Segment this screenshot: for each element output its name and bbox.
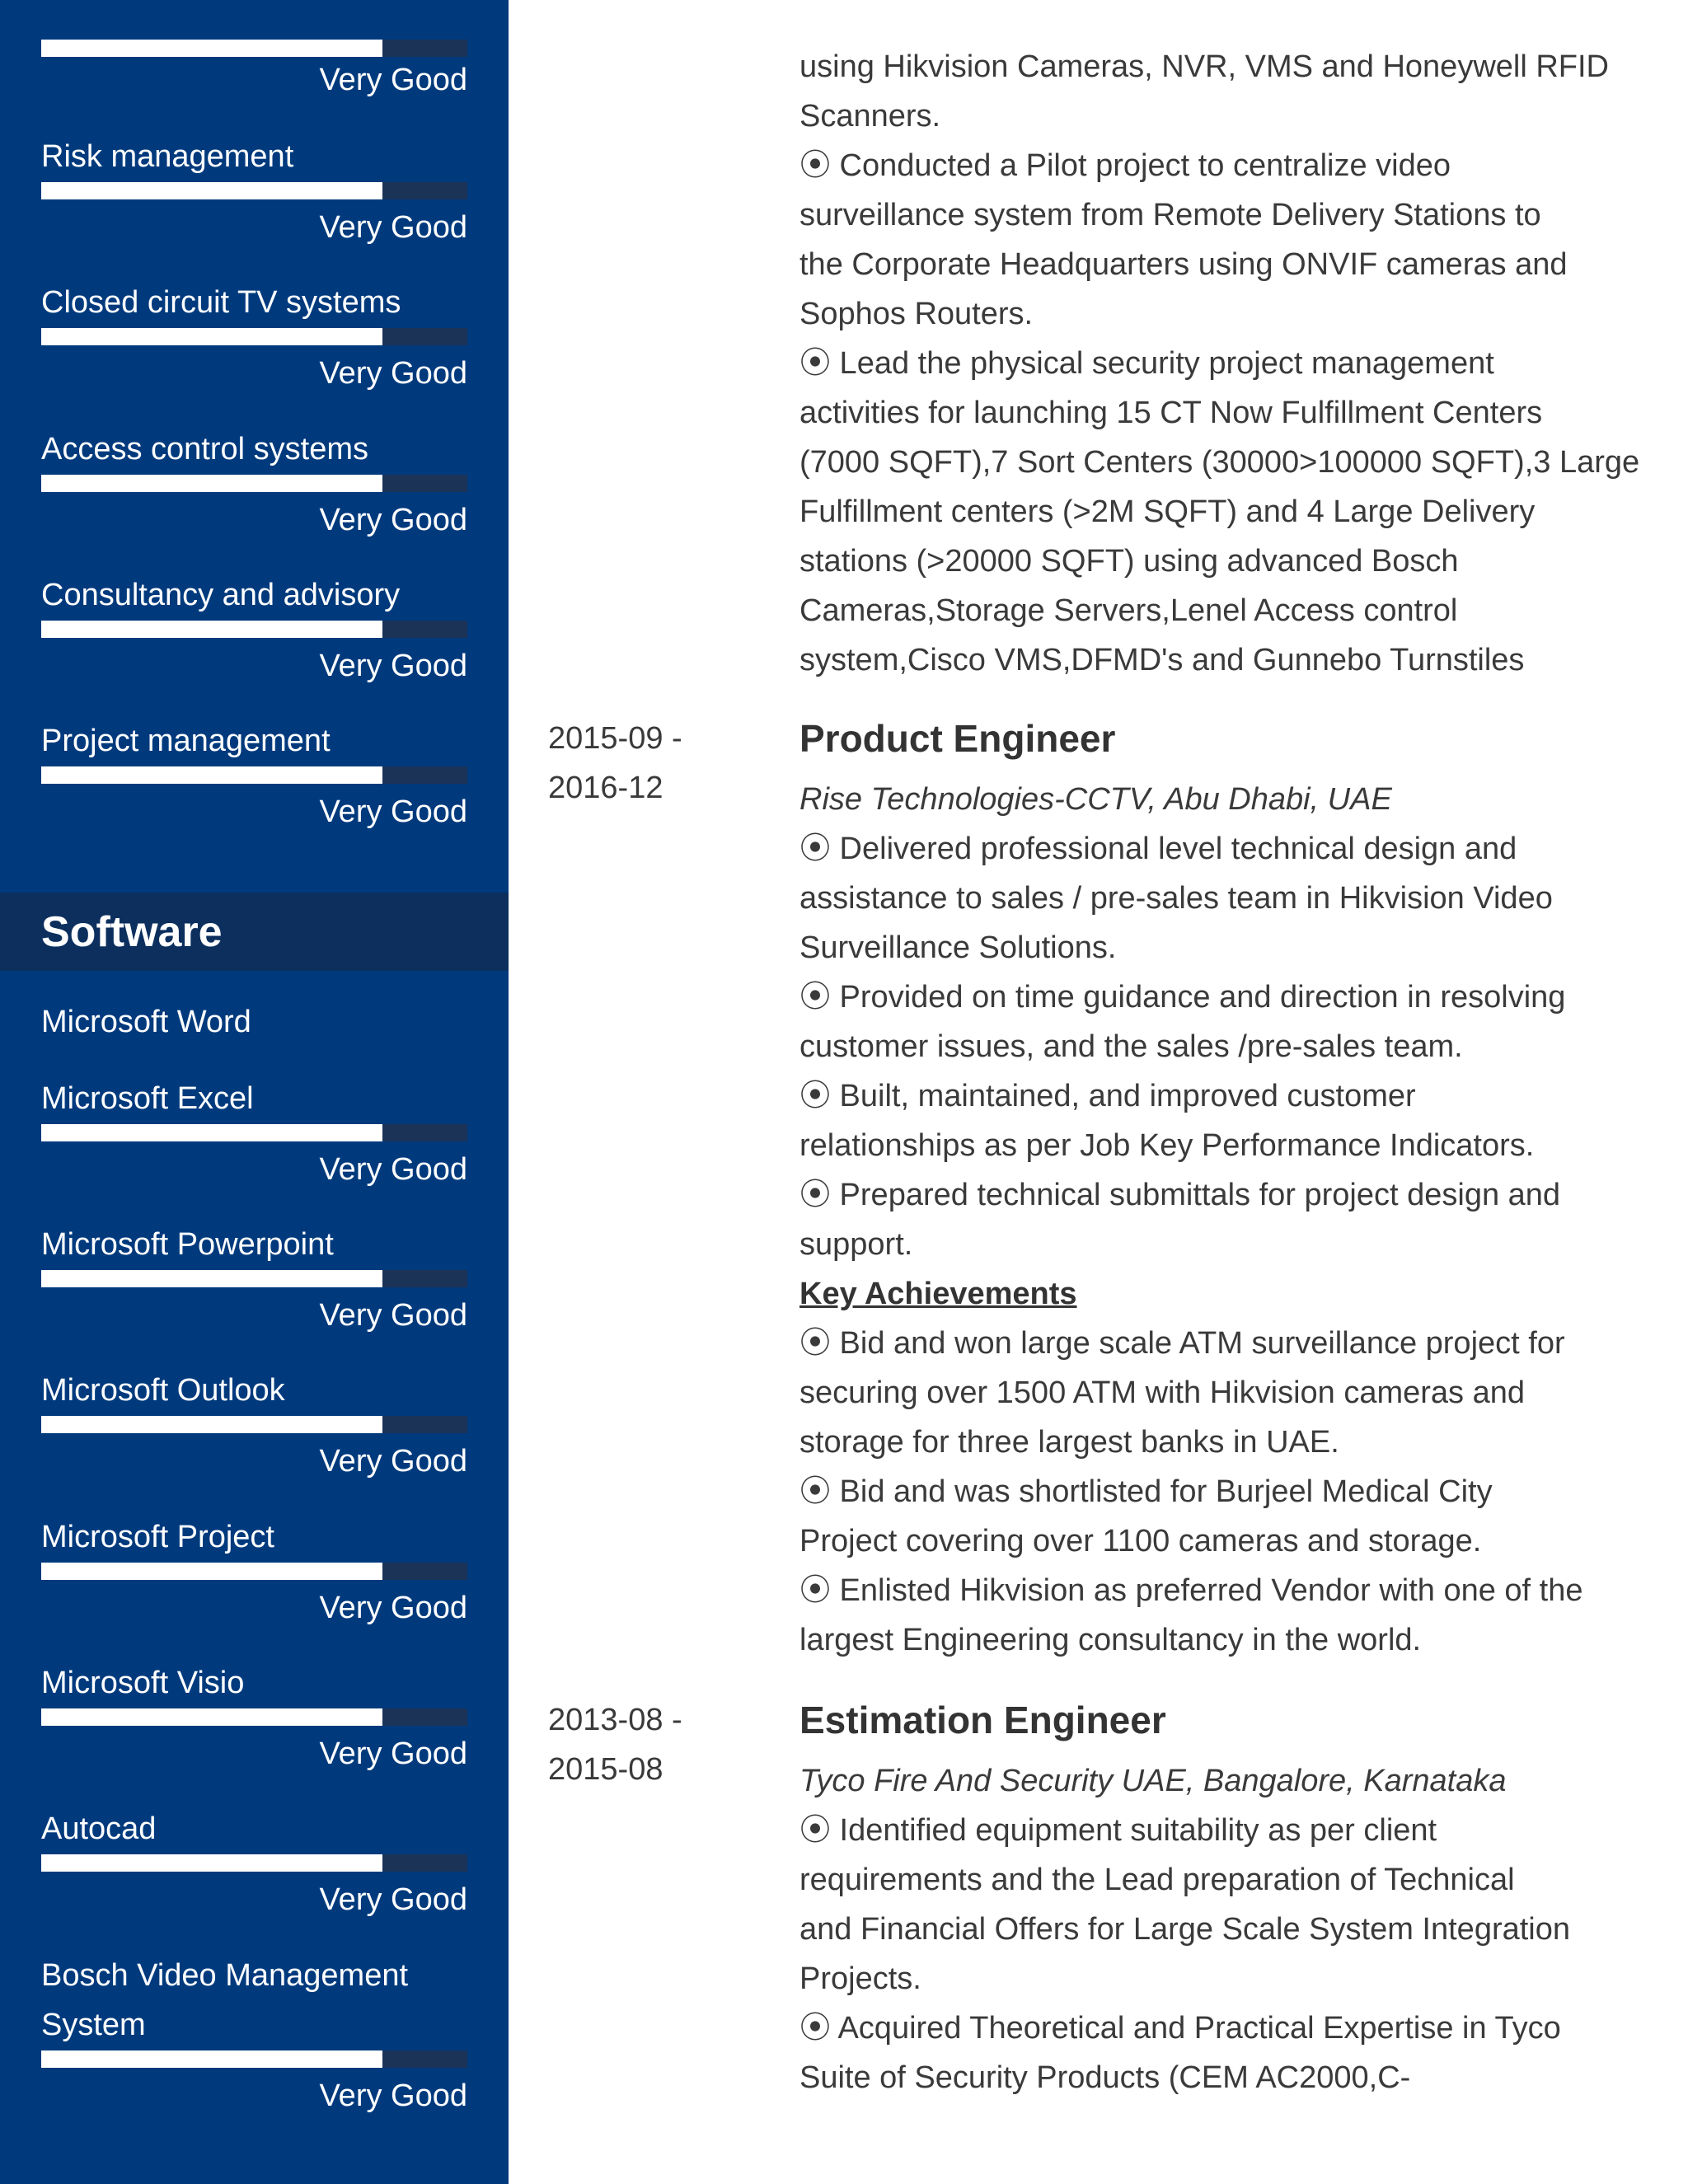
- skill-item: [41, 1955, 467, 2120]
- skill-bar: [41, 1124, 467, 1141]
- job-description-line: relationships as per Job Key Performance Indicators.: [799, 1128, 1535, 1163]
- skill-name: Microsoft Powerpoint: [41, 1227, 334, 1262]
- job-description-line: ⦿ Delivered professional level technical design and: [799, 832, 1517, 866]
- skill-bar: [41, 40, 467, 57]
- skill-item: [41, 282, 467, 397]
- skill-bar: [41, 2050, 467, 2068]
- job-company: Tyco Fire And Security UAE, Bangalore, Karnataka: [799, 1764, 1507, 1798]
- skill-name: Microsoft Excel: [41, 1081, 254, 1116]
- job-description-line: system,Cisco VMS,DFMD's and Gunnebo Turnstiles: [799, 643, 1525, 677]
- skill-item: [41, 1001, 467, 1043]
- skill-name: Access control systems: [41, 432, 368, 466]
- skill-bar-fill: [41, 1854, 382, 1872]
- skill-item: [41, 1808, 467, 1924]
- skill-bar-fill: [41, 1416, 382, 1433]
- job-description-line: stations (>20000 SQFT) using advanced Bosch: [799, 544, 1459, 579]
- skill-item: [41, 1370, 467, 1485]
- skill-bar: [41, 475, 467, 492]
- job-description-line: the Corporate Headquarters using ONVIF cameras and: [799, 247, 1568, 282]
- skill-bar: [41, 182, 467, 199]
- job-description-line: surveillance system from Remote Delivery Stations to: [799, 198, 1541, 232]
- job-description-line: Suite of Security Products (CEM AC2000,C-: [799, 2060, 1411, 2095]
- job-date-end: 2015-08: [548, 1752, 663, 1787]
- skill-item: [41, 429, 467, 544]
- skill-bar-fill: [41, 2050, 382, 2068]
- job-description-line: customer issues, and the sales /pre-sales team.: [799, 1029, 1463, 1064]
- sidebar: [0, 0, 509, 2184]
- skill-level: Very Good: [319, 503, 467, 537]
- skill-level: Very Good: [319, 1591, 467, 1625]
- skill-bar: [41, 621, 467, 638]
- achievement-line: storage for three largest banks in UAE.: [799, 1425, 1339, 1460]
- skill-item: [41, 574, 467, 690]
- software-heading: Software: [41, 908, 223, 956]
- job-title: Estimation Engineer: [799, 1699, 1166, 1741]
- skill-item: [41, 1516, 467, 1632]
- skill-level: Very Good: [319, 1444, 467, 1479]
- job-description-line: ⦿ Acquired Theoretical and Practical Expertise in Tyco: [799, 2011, 1561, 2046]
- skill-level: Very Good: [319, 1736, 467, 1771]
- skill-item: [41, 1224, 467, 1339]
- skill-bar-fill: [41, 475, 382, 492]
- skill-level: Very Good: [319, 2079, 467, 2113]
- job-description-line: activities for launching 15 CT Now Fulfillment Centers: [799, 396, 1543, 430]
- skill-item: [41, 1662, 467, 1778]
- job-description-line: ⦿ Lead the physical security project management: [799, 346, 1494, 381]
- skill-bar-fill: [41, 621, 382, 638]
- job-title: Product Engineer: [799, 717, 1116, 760]
- skill-level: Very Good: [319, 356, 467, 391]
- skill-bar: [41, 1270, 467, 1287]
- skill-level: Very Good: [319, 63, 467, 97]
- job-description-line: ⦿ Provided on time guidance and direction in resolving: [799, 980, 1566, 1015]
- skill-bar: [41, 766, 467, 784]
- skill-name-continued: System: [41, 2008, 146, 2042]
- job-description-line: Cameras,Storage Servers,Lenel Access control: [799, 593, 1458, 628]
- skill-level: Very Good: [319, 1298, 467, 1333]
- key-achievements-heading: Key Achievements: [799, 1277, 1077, 1311]
- skill-level: Very Good: [319, 794, 467, 829]
- job-description-line: Sophos Routers.: [799, 297, 1034, 331]
- skill-name: Autocad: [41, 1811, 157, 1846]
- job-date-start: 2013-08 -: [548, 1703, 682, 1737]
- skill-bar: [41, 1416, 467, 1433]
- job-description-line: ⦿ Prepared technical submittals for project design and: [799, 1178, 1561, 1212]
- job-description-line: Projects.: [799, 1961, 921, 1996]
- skill-name: Project management: [41, 724, 331, 758]
- achievement-line: ⦿ Bid and won large scale ATM surveillance project for: [799, 1326, 1565, 1361]
- skill-item: [41, 136, 467, 251]
- achievement-line: ⦿ Bid and was shortlisted for Burjeel Medical City: [799, 1474, 1493, 1509]
- job-description-line: (7000 SQFT),7 Sort Centers (30000>100000 SQFT),3 Large: [799, 445, 1640, 480]
- experience-section: [509, 0, 1688, 2184]
- job-description-line: assistance to sales / pre-sales team in Hikvision Video: [799, 881, 1553, 916]
- skill-name: Microsoft Word: [41, 1005, 251, 1039]
- job-description-line: ⦿ Identified equipment suitability as per client: [799, 1813, 1437, 1848]
- skill-item: [41, 40, 467, 105]
- skill-item: [41, 720, 467, 836]
- skill-bar: [41, 1708, 467, 1726]
- job-date-start: 2015-09 -: [548, 721, 682, 756]
- skill-bar-fill: [41, 1563, 382, 1580]
- skill-bar: [41, 1854, 467, 1872]
- job-description-line: Surveillance Solutions.: [799, 930, 1117, 965]
- skill-bar-fill: [41, 1270, 382, 1287]
- job-description-line: ⦿ Conducted a Pilot project to centralize video: [799, 148, 1451, 183]
- skill-bar-fill: [41, 182, 382, 199]
- achievement-line: ⦿ Enlisted Hikvision as preferred Vendor with one of the: [799, 1573, 1583, 1608]
- skill-bar: [41, 1563, 467, 1580]
- skill-name: Bosch Video Management: [41, 1958, 409, 1993]
- skill-name: Microsoft Visio: [41, 1666, 245, 1700]
- achievement-line: Project covering over 1100 cameras and storage.: [799, 1524, 1482, 1558]
- skill-bar-fill: [41, 40, 382, 57]
- skill-level: Very Good: [319, 1882, 467, 1917]
- skill-level: Very Good: [319, 649, 467, 683]
- job-description-line: ⦿ Built, maintained, and improved customer: [799, 1079, 1416, 1113]
- achievement-line: largest Engineering consultancy in the world.: [799, 1623, 1422, 1657]
- job-description-line: Fulfillment centers (>2M SQFT) and 4 Large Delivery: [799, 494, 1536, 529]
- skill-bar-fill: [41, 766, 382, 784]
- skill-bar-fill: [41, 1124, 382, 1141]
- skill-name: Microsoft Outlook: [41, 1373, 285, 1408]
- software-section-header: [0, 893, 509, 971]
- skill-name: Risk management: [41, 139, 294, 174]
- achievement-line: securing over 1500 ATM with Hikvision cameras and: [799, 1376, 1526, 1410]
- skill-bar: [41, 328, 467, 345]
- skill-item: [41, 1078, 467, 1193]
- job-description-line: requirements and the Lead preparation of Technical: [799, 1863, 1515, 1897]
- skill-bar-fill: [41, 1708, 382, 1726]
- skill-level: Very Good: [319, 210, 467, 245]
- job-description-line: and Financial Offers for Large Scale System Integration: [799, 1912, 1571, 1947]
- job-company: Rise Technologies-CCTV, Abu Dhabi, UAE: [799, 782, 1392, 817]
- job-date-end: 2016-12: [548, 771, 663, 805]
- job-description-line: Scanners.: [799, 99, 941, 134]
- skill-name: Consultancy and advisory: [41, 578, 401, 612]
- skill-name: Closed circuit TV systems: [41, 285, 401, 320]
- job-description-line: using Hikvision Cameras, NVR, VMS and Honeywell RFID: [799, 49, 1609, 84]
- skill-bar-fill: [41, 328, 382, 345]
- skill-level: Very Good: [319, 1152, 467, 1187]
- job-description-line: support.: [799, 1227, 913, 1262]
- skill-name: Microsoft Project: [41, 1520, 274, 1554]
